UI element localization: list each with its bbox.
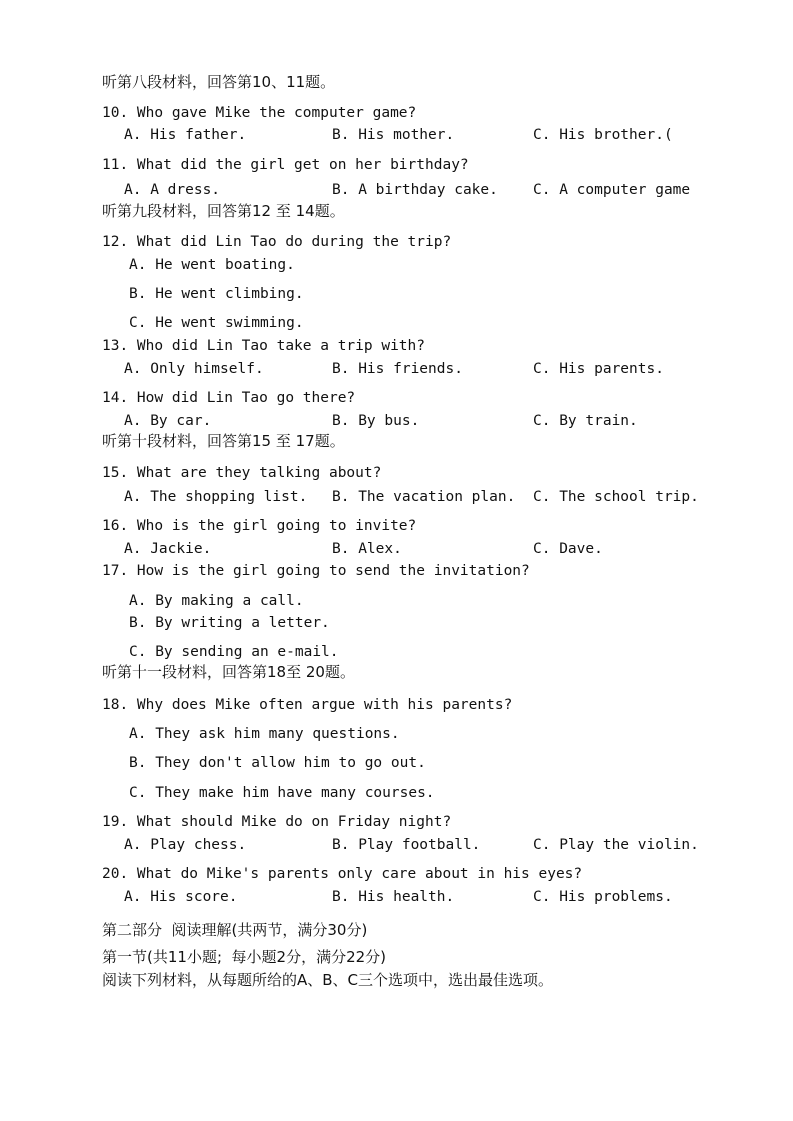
section-10-heading: 听第十段材料，回答第15 至 17题。 [102, 432, 345, 450]
question-20-option-a: A. His score. [124, 889, 238, 905]
question-20-option-c: C. His problems. [533, 889, 673, 905]
question-17-option-a: A. By making a call. [129, 593, 304, 609]
question-13-option-b: B. His friends. [332, 361, 463, 377]
question-18-option-c: C. They make him have many courses. [129, 785, 435, 801]
part-2-heading: 第二部分 阅读理解(共两节，满分30分) [102, 921, 368, 939]
question-16-option-c: C. Dave. [533, 541, 603, 557]
question-17: 17. How is the girl going to send the invitation? [102, 563, 530, 579]
question-19-option-c: C. Play the violin. [533, 837, 699, 853]
question-10-option-a: A. His father. [124, 127, 247, 143]
question-11-option-a: A. A dress. [124, 182, 221, 198]
question-13-option-c: C. His parents. [533, 361, 664, 377]
question-13-option-a: A. Only himself. [124, 361, 264, 377]
question-12-option-a: A. He went boating. [129, 257, 295, 273]
question-15-option-b: B. The vacation plan. [332, 489, 516, 505]
question-16-option-a: A. Jackie. [124, 541, 212, 557]
question-16-option-b: B. Alex. [332, 541, 402, 557]
question-10: 10. Who gave Mike the computer game? [102, 105, 417, 121]
question-19-option-b: B. Play football. [332, 837, 481, 853]
question-18: 18. Why does Mike often argue with his parents? [102, 697, 513, 713]
question-17-option-b: B. By writing a letter. [129, 615, 330, 631]
question-14-option-b: B. By bus. [332, 413, 420, 429]
question-20-option-b: B. His health. [332, 889, 455, 905]
question-19: 19. What should Mike do on Friday night? [102, 814, 452, 830]
question-17-option-c: C. By sending an e-mail. [129, 644, 339, 660]
question-14-option-c: C. By train. [533, 413, 638, 429]
question-12-option-c: C. He went swimming. [129, 315, 304, 331]
section-1-heading: 第一节(共11小题; 每小题2分，满分22分) [102, 948, 387, 966]
question-12: 12. What did Lin Tao do during the trip? [102, 234, 452, 250]
section-9-heading: 听第九段材料，回答第12 至 14题。 [102, 202, 345, 220]
question-10-option-c: C. His brother.( [533, 127, 673, 143]
question-15: 15. What are they talking about? [102, 465, 382, 481]
question-18-option-a: A. They ask him many questions. [129, 726, 400, 742]
question-10-option-b: B. His mother. [332, 127, 455, 143]
question-19-option-a: A. Play chess. [124, 837, 247, 853]
question-12-option-b: B. He went climbing. [129, 286, 304, 302]
reading-instructions: 阅读下列材料，从每题所给的A、B、C三个选项中，选出最佳选项。 [102, 971, 554, 989]
section-8-heading: 听第八段材料，回答第10、11题。 [102, 73, 336, 91]
question-13: 13. Who did Lin Tao take a trip with? [102, 338, 426, 354]
question-14: 14. How did Lin Tao go there? [102, 390, 356, 406]
question-15-option-c: C. The school trip. [533, 489, 699, 505]
question-11-option-b: B. A birthday cake. [332, 182, 498, 198]
question-16: 16. Who is the girl going to invite? [102, 518, 417, 534]
question-11-option-c: C. A computer game [533, 182, 691, 198]
question-14-option-a: A. By car. [124, 413, 212, 429]
question-18-option-b: B. They don't allow him to go out. [129, 755, 426, 771]
section-11-heading: 听第十一段材料，回答第18至 20题。 [102, 663, 355, 681]
question-20: 20. What do Mike's parents only care about in his eyes? [102, 866, 583, 882]
question-11: 11. What did the girl get on her birthday? [102, 157, 469, 173]
question-15-option-a: A. The shopping list. [124, 489, 308, 505]
